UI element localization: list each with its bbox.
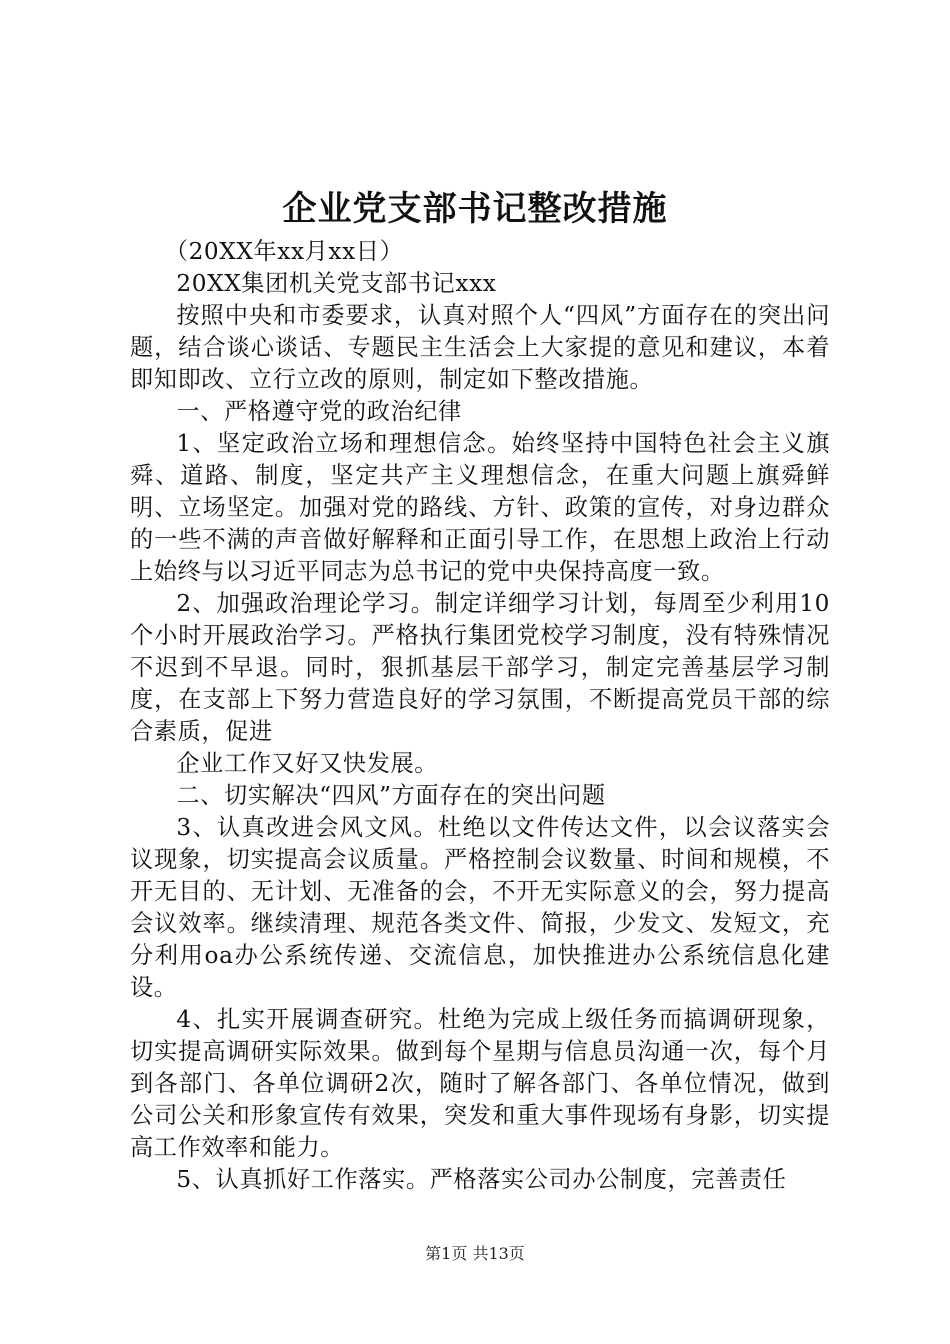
paragraph-continuation: 企业工作又好又快发展。 bbox=[176, 750, 439, 777]
section-heading-2: 二、切实解决“四风”方面存在的突出问题 bbox=[176, 782, 606, 809]
date-line: （20XX年xx月xx日） bbox=[164, 238, 404, 265]
paragraph-item-1: 1、坚定政治立场和理想信念。始终坚持中国特色社会主义旗舜、道路、制度，坚定共产主义理想信念，在重大问题上旗舜鲜明、立场坚定。加强对党的路线、方针、政策的宣传，对身边群众的一些不满的声音做好解释和正面引导工作，在思想上政治上行动上始终与以习近平同志为总书记的党中央保持高度一致。 bbox=[130, 430, 830, 585]
intro-paragraph: 按照中央和市委要求，认真对照个人“四风”方面存在的突出问题，结合谈心谈话、专题民主生活会上大家提的意见和建议，本着即知即改、立行立改的原则，制定如下整改措施。 bbox=[130, 302, 830, 393]
document-title: 企业党支部书记整改措施 bbox=[282, 189, 668, 229]
page-number-footer: 第1页 共13页 bbox=[425, 1244, 525, 1263]
section-heading-1: 一、严格遵守党的政治纪律 bbox=[176, 398, 462, 425]
paragraph-item-5: 5、认真抓好工作落实。严格落实公司办公制度，完善责任 bbox=[176, 1166, 787, 1193]
paragraph-item-3: 3、认真改进会风文风。杜绝以文件传达文件，以会议落实会议现象，切实提高会议质量。严格控制会议数量、时间和规模，不开无目的、无计划、无准备的会，不开无实际意义的会，努力提高会议效率。继续清理、规范各类文件、简报，少发文、发短文，充分利用oa办公系统传递、交流信息，加快推进办公系统信息化建设。 bbox=[130, 814, 830, 1001]
document-body bbox=[130, 236, 830, 1196]
paragraph-item-4: 4、扎实开展调查研究。杜绝为完成上级任务而搞调研现象，切实提高调研实际效果。做到每个星期与信息员沟通一次，每个月到各部门、各单位调研2次，随时了解各部门、各单位情况，做到公司公关和形象宣传有效果，突发和重大事件现场有身影，切实提高工作效率和能力。 bbox=[130, 1006, 830, 1161]
author-line: 20XX集团机关党支部书记xxx bbox=[176, 270, 497, 297]
paragraph-item-2: 2、加强政治理论学习。制定详细学习计划，每周至少利用10个小时开展政治学习。严格执行集团党校学习制度，没有特殊情况不迟到不早退。同时，狠抓基层干部学习，制定完善基层学习制度，在支部上下努力营造良好的学习氛围，不断提高党员干部的综合素质，促进 bbox=[130, 590, 830, 745]
